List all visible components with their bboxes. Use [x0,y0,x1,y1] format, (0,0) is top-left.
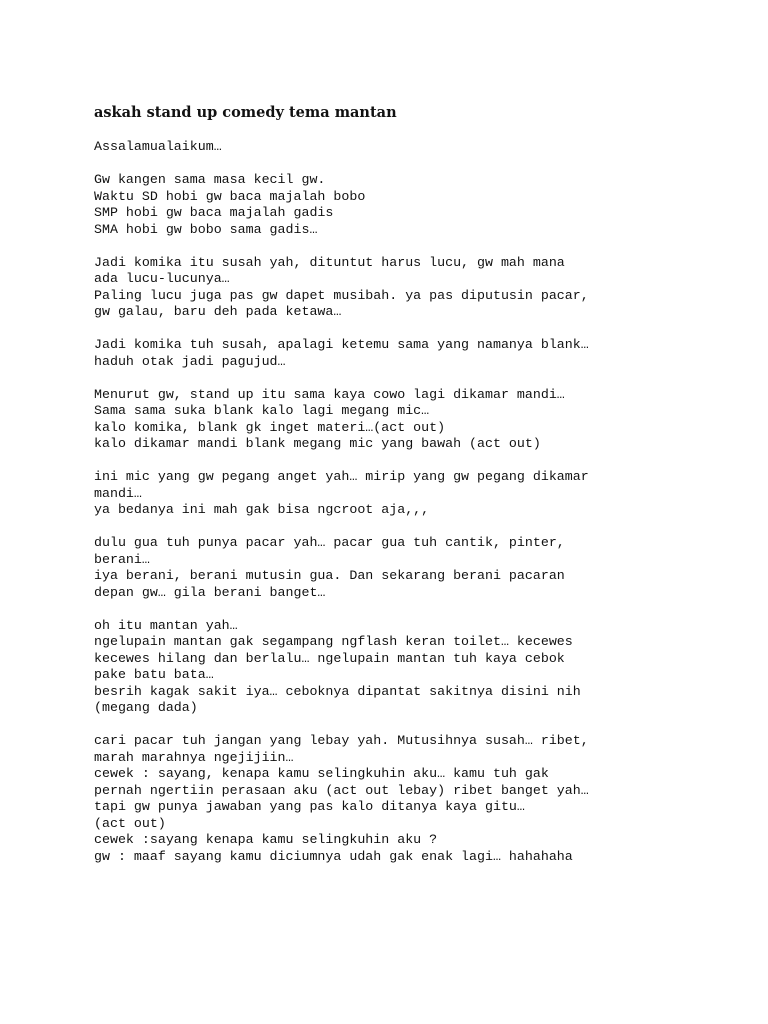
text-line: gw galau, baru deh pada ketawa… [94,304,342,319]
text-line: kecewes hilang dan berlalu… ngelupain mantan tuh kaya cebok [94,650,565,666]
paragraph [94,733,694,865]
text-line: depan gw… gila berani banget… [94,584,326,600]
text-line: Menurut gw, stand up itu sama kaya cowo lagi dikamar mandi… [94,386,565,402]
text-line: iya berani, berani mutusin gua. Dan sekarang berani pacaran [94,568,565,583]
text-line: besrih kagak sakit iya… ceboknya dipantat sakitnya disini nih [94,683,581,699]
paragraph [94,139,694,156]
paragraph [94,255,694,321]
text-line: oh itu mantan yah… [94,617,238,633]
text-line: ada lucu-lucunya… [94,271,230,286]
text-line: Waktu SD hobi gw baca majalah bobo [94,188,366,204]
text-line: pake batu bata… [94,667,214,682]
text-line: Assalamualaikum… [94,139,222,154]
text-line: SMA hobi gw bobo sama gadis… [94,221,318,237]
text-line: ya bedanya ini mah gak bisa ngcroot aja,,, [94,502,430,517]
text-line: berani… [94,551,150,567]
text-line: Sama sama suka blank kalo lagi megang mic… [94,403,430,418]
paragraph [94,618,694,717]
text-line: kalo dikamar mandi blank megang mic yang bawah (act out) [94,436,541,451]
text-line: haduh otak jadi pagujud… [94,353,286,369]
text-line: mandi… [94,485,142,501]
text-line: Paling lucu juga pas gw dapet musibah. ya pas diputusin pacar, [94,287,589,303]
text-line: gw : maaf sayang kamu diciumnya udah gak enak lagi… hahahaha [94,848,573,864]
text-line: cewek : sayang, kenapa kamu selingkuhin aku… kamu tuh gak [94,766,549,781]
text-line: cewek :sayang kenapa kamu selingkuhin aku ? [94,832,438,847]
text-line: pernah ngertiin perasaan aku (act out lebay) ribet banget yah… [94,782,589,798]
paragraph [94,535,694,601]
text-line: ini mic yang gw pegang anget yah… mirip yang gw pegang dikamar [94,469,589,484]
text-line: kalo komika, blank gk inget materi…(act out) [94,419,446,435]
text-line: dulu gua tuh punya pacar yah… pacar gua tuh cantik, pinter, [94,535,565,550]
text-line: Gw kangen sama masa kecil gw. [94,172,326,187]
text-line: (act out) [94,815,166,831]
paragraph [94,469,694,519]
paragraph [94,387,694,453]
paragraph [94,337,694,370]
text-line: tapi gw punya jawaban yang pas kalo ditanya kaya gitu… [94,799,525,814]
text-line: ngelupain mantan gak segampang ngflash keran toilet… kecewes [94,634,573,649]
text-line: Jadi komika itu susah yah, dituntut harus lucu, gw mah mana [94,254,565,270]
document-body [94,139,694,882]
text-line: (megang dada) [94,700,198,715]
document-title: askah stand up comedy tema mantan [94,104,397,121]
text-line: SMP hobi gw baca majalah gadis [94,205,334,220]
text-line: marah marahnya ngejijiin… [94,749,294,765]
paragraph [94,172,694,238]
text-line: cari pacar tuh jangan yang lebay yah. Mutusihnya susah… ribet, [94,733,589,748]
text-line: Jadi komika tuh susah, apalagi ketemu sama yang namanya blank… [94,337,589,352]
